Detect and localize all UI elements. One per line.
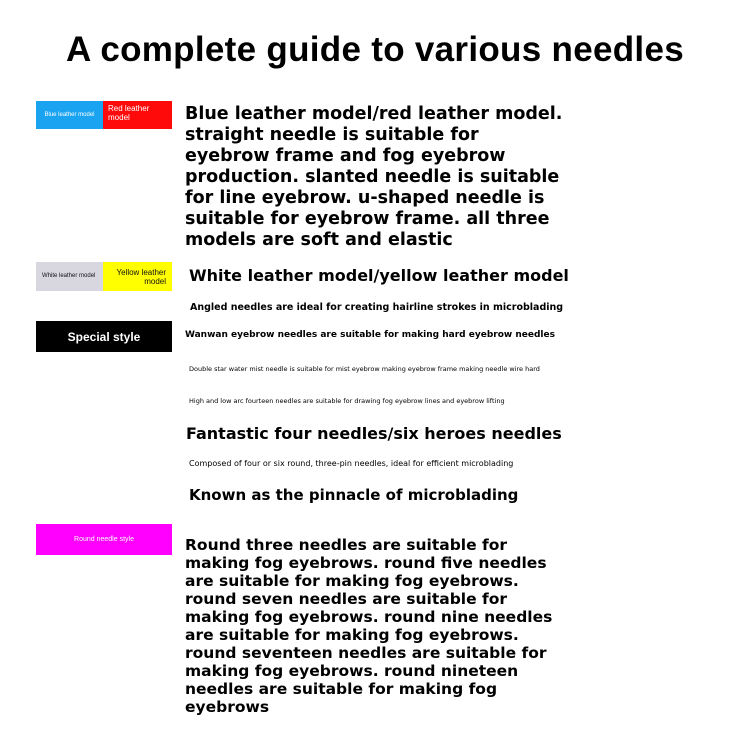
tag-blue-leather-model: Blue leather model (36, 101, 103, 129)
round-needles-description: Round three needles are suitable for making fog eyebrows. round five needles are suitable for making fog eyebrows. round seven needles are suitable for making fog eyebrows. round nine needles are suitable for making fog eyebrows. round seventeen needles are suitable for making fog eyebrows. round nineteen needles are suitable for making fog eyebrows (185, 536, 553, 716)
tag-white-leather-model: White leather model (36, 262, 103, 291)
high-low-arc-needle-text: High and low arc fourteen needles are suitable for drawing fog eyebrow lines and eyebrow lifting (189, 397, 505, 405)
wanwan-needles-text: Wanwan eyebrow needles are suitable for making hard eyebrow needles (185, 330, 555, 340)
white-yellow-heading: White leather model/yellow leather model (189, 266, 569, 285)
angled-needles-text: Angled needles are ideal for creating hairline strokes in microblading (190, 302, 564, 313)
fantastic-four-heading: Fantastic four needles/six heroes needles (186, 424, 562, 443)
tag-red-leather-model: Red leather model (103, 101, 172, 129)
pinnacle-heading: Known as the pinnacle of microblading (189, 486, 519, 504)
page-title: A complete guide to various needles (66, 30, 684, 69)
tag-special-style: Special style (36, 321, 172, 352)
double-star-needle-text: Double star water mist needle is suitable for mist eyebrow making eyebrow frame making needle wire hard (189, 365, 540, 373)
leather-models-description: Blue leather model/red leather model. straight needle is suitable for eyebrow frame and fog eyebrow production. slanted needle is suitable for line eyebrow. u-shaped needle is suitable for eyebrow frame. all three models are soft and elastic (185, 104, 563, 250)
tag-round-needle-style: Round needle style (36, 524, 172, 555)
composed-needles-text: Composed of four or six round, three-pin needles, ideal for efficient microblading (189, 459, 514, 468)
tag-yellow-leather-model: Yellow leather model (103, 262, 172, 291)
